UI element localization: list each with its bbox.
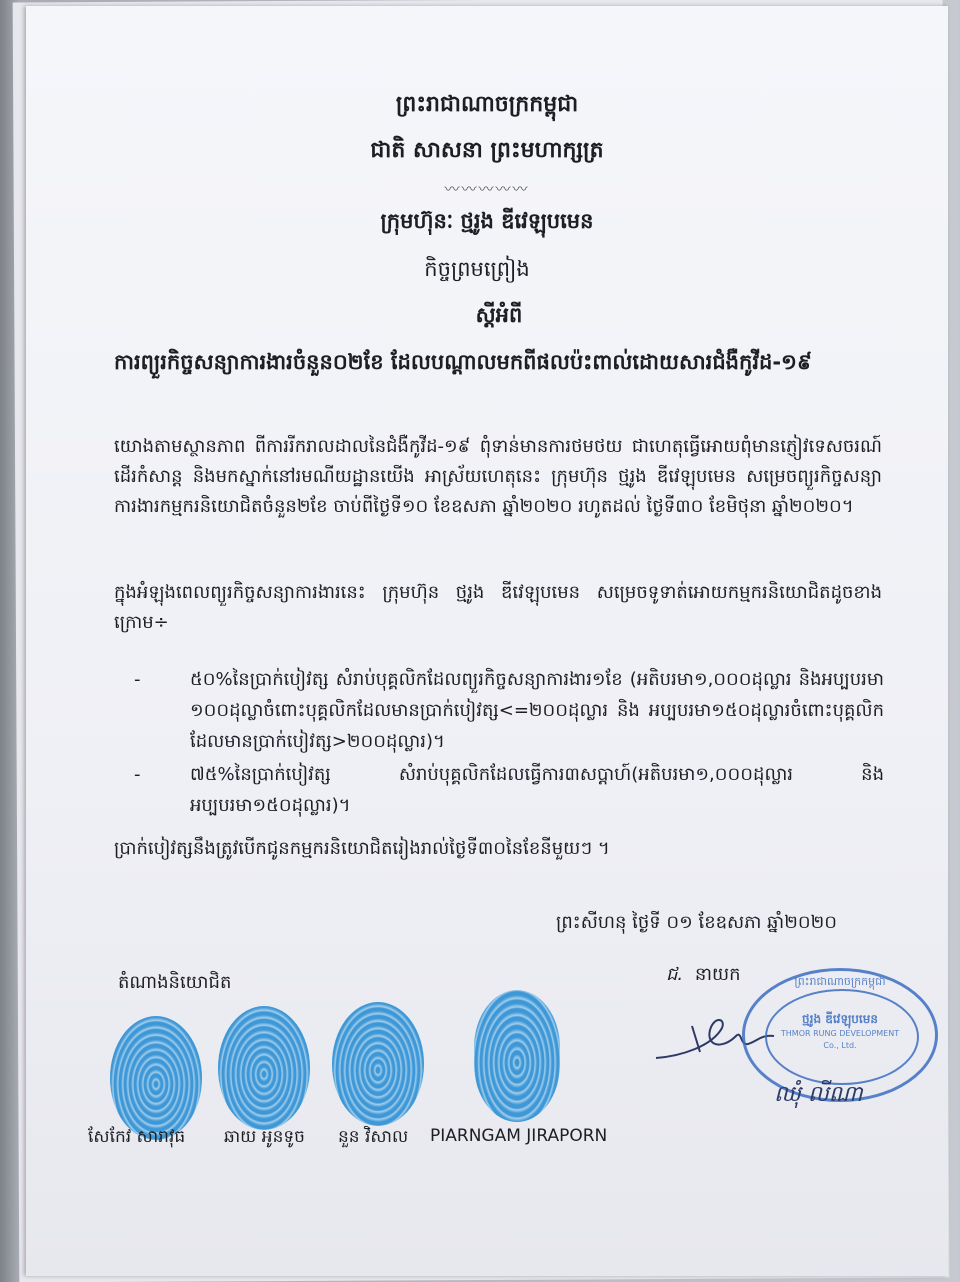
paragraph-situation: យោងតាមស្ថានភាព ពីការរីករាលដាលនៃជំងឺកូវីដ-១៩ ពុំទាន់មានការថមថយ ជាហេតុធ្វើអោយពុំមានភ្ញៀវទេសចរណ៍ដើរកំសាន្ត និងមកស្នាក់នៅរមណីយដ្ឋានយើង អាស្រ័យហេតុនេះ ក្រុមហ៊ុន ថ្មរូង ឌីវេឡុបមេន សម្រេចព្យួរកិច្ចសន្យាការងារកម្មករនិយោជិតចំនួន២ខែ ចាប់ពីថ្ងៃទី១០ ខែឧសភា ឆ្នាំ២០២០ រហូតដល់ ថ្ងៃទី៣០ ខែមិថុនា ឆ្នាំ២០២០។ [114,436,882,517]
thumbprint-4 [474,990,560,1122]
date-line: ព្រះសីហនុ ថ្ងៃទី ០១ ខែឧសភា ឆ្នាំ២០២០ [556,912,837,933]
director-prefix: ជ. [666,964,684,985]
list-item [134,664,884,757]
paragraph-payment-intro: ក្នុងអំឡុងពេលព្យួរកិច្ចសន្យាការងារនេះ ក្រុមហ៊ុន ថ្មរូង ឌីវេឡុបមេន សម្រេចទូទាត់អោយកម្មករនិយោជិតដូចខាងក្រោម÷ [114,582,882,633]
document-type: កិច្ចព្រមព្រៀង [424,257,530,281]
thumbprint-3 [332,1002,424,1126]
seal-ring-text: ព្រះរាជាណាចក្រកម្ពុជា [794,975,886,988]
bullet-dash: - [134,764,141,785]
signatory-name-2: ឆាយ អូនទូច [224,1127,305,1147]
signatory-name-1: សែកែវ សារាវុធ [88,1127,186,1147]
agreement-subject: ការព្យួរកិច្ចសន្យាការងារចំនួន០២ខែ ដែលបណ្តាលមកពីផលប៉ះពាល់ដោយសារជំងឺកូវីដ-១៩ [114,350,812,374]
director-title: នាយក [694,964,741,985]
handwritten-name: ឈុំ លីណា [774,1082,863,1107]
payment-schedule-note: ប្រាក់បៀវត្សនឹងត្រូវបើកជូនកម្មករនិយោជិតរៀងរាល់ថ្ងៃទី៣០នៃខែនីមួយៗ ។ [114,838,610,859]
signatory-name-3: នួន វិសាល [338,1127,409,1147]
employee-representative-label: តំណាងនិយោជិត [118,972,232,993]
about-label: ស្តីអំពី [475,303,523,327]
document-page [26,6,948,1276]
payment-terms-list [134,664,884,823]
director-label [666,962,741,989]
signatory-name-4: PIARNGAM JIRAPORN [430,1126,608,1146]
seal-suffix: Co., Ltd. [823,1041,857,1050]
seal-company-kh: ថ្មរូង ឌីវេឡុបមេន [802,1012,878,1026]
list-item [134,759,884,821]
bullet-text: ៧៥%នៃប្រាក់បៀវត្ស សំរាប់បុគ្គលិកដែលធ្វើការ៣សប្តាហ៍(អតិបរមា១,០០០ដុល្លារ និងអប្បបរមា១៥០ដុល្លារ)។ [190,764,884,816]
national-motto-line2: ជាតិ សាសនា ព្រះមហាក្សត្រ [370,138,604,163]
ornament-divider: 〰〰〰〰〰 [444,180,530,198]
seal-company-en: THMOR RUNG DEVELOPMENT [780,1029,900,1038]
bullet-dash: - [134,669,141,690]
bullet-text: ៥០%នៃប្រាក់បៀវត្ស សំរាប់បុគ្គលិកដែលព្យួរកិច្ចសន្យាការងារ១ខែ (អតិបរមា១,០០០ដុល្លារ និងអប្បបរមា ១០០ដុល្លាចំពោះបុគ្គលិកដែលមានប្រាក់បៀវត្ស<=២០០ដុល្លារ និង អប្បបរមា១៥០ដុល្លារចំពោះបុគ្គលិកដែលមានប្រាក់បៀវត្ស>២០០ដុល្លារ)។ [190,669,884,752]
thumbprint-2 [218,1006,310,1130]
national-motto-line1: ព្រះរាជាណាចក្រកម្ពុជា [395,92,579,117]
thumbprint-1 [110,1016,202,1140]
company-title: ក្រុមហ៊ុនៈ ថ្មរូង ឌីវេឡុបមេន [380,209,594,233]
